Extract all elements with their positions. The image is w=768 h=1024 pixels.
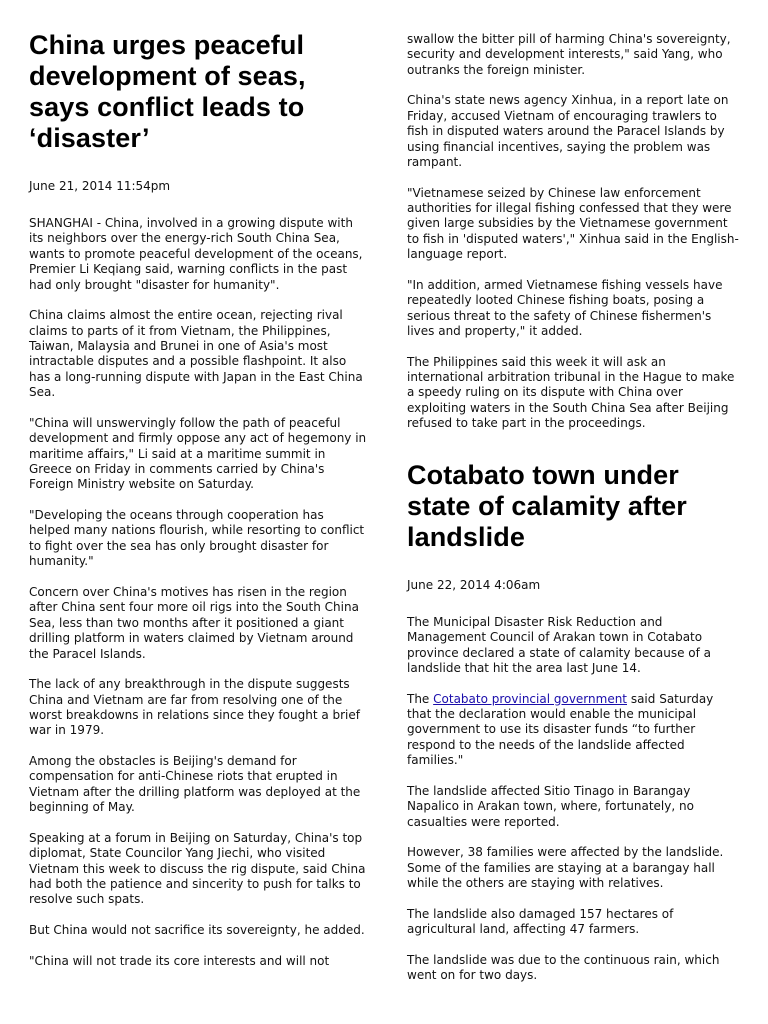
article-2-headline: Cotabato town under state of calamity after landslide (407, 459, 687, 552)
article-1-paragraph: "Developing the oceans through cooperation has helped many nations flourish, while resorting to conflict to fight over the sea has only brought disaster for humanity." (29, 508, 365, 569)
article-2-dateline: June 22, 2014 4:06am (407, 577, 541, 592)
paragraph-text: said Saturday that the declaration would enable the municipal government to use its disaster funds “to further respond to the needs of the landslide affected families." (407, 691, 714, 768)
article-1-paragraph: swallow the bitter pill of harming China's sovereignty, security and development interests," said Yang, who outranks the foreign minister. (407, 32, 731, 77)
cotabato-provincial-government-link[interactable]: Cotabato provincial government (433, 691, 628, 706)
article-1-headline: China urges peaceful development of seas, says conflict leads to ‘disaster’ (29, 30, 306, 153)
article-1-paragraph: Speaking at a forum in Beijing on Saturday, China's top diplomat, State Councilor Yang Jiechi, who visited Vietnam this week to discuss the rig dispute, said China had both the patience and sincerity to push for talks to resolve such spats. (29, 830, 366, 907)
article-1-continuation (407, 32, 741, 432)
article-1-paragraph: "Vietnamese seized by Chinese law enforcement authorities for illegal fishing confessed that they were given large subsidies by the Vietnamese government to fish in 'disputed waters'," Xinhua said in the English-language report. (407, 185, 739, 262)
article-1-dateline: June 21, 2014 11:54pm (29, 179, 171, 193)
article-2-paragraph: The landslide also damaged 157 hectares of agricultural land, affecting 47 farmers. (407, 906, 674, 936)
article-1-paragraph: Concern over China's motives has risen in the region after China sent four more oil rigs into the South China Sea, less than two months after it positioned a giant drilling platform in waters claimed by Vietnam around the Paracel Islands. (29, 584, 359, 661)
article-2-paragraph: The Municipal Disaster Risk Reduction and Management Council of Arakan town in Cotabato province declared a state of calamity because of a landslide that hit the area last June 14. (407, 614, 712, 675)
article-1-paragraph: The lack of any breakthrough in the dispute suggests China and Vietnam are far from resolving one of the worst breakdowns in relations since they fought a brief war in 1979. (29, 677, 360, 738)
article-1-paragraph: "China will not trade its core interests and will not (29, 953, 330, 968)
article-2-paragraph: The landslide was due to the continuous rain, which went on for two days. (407, 952, 720, 982)
article-1-paragraph: "In addition, armed Vietnamese fishing vessels have repeatedly looted Chinese fishing boats, posing a serious threat to the safety of Chinese fishermen's lives and property," it added. (407, 277, 723, 339)
article-2-body (407, 615, 741, 984)
left-column (29, 0, 367, 984)
article-2-paragraph: However, 38 families were affected by the landslide. Some of the families are staying at a barangay hall while the others are staying with relatives. (407, 845, 724, 890)
article-1-paragraph: The Philippines said this week it will ask an international arbitration tribunal in the Hague to make a speedy ruling on its dispute with China over exploiting waters in the South China Sea after Beijing refused to take part in the proceedings. (407, 354, 735, 431)
article-1-paragraph: "China will unswervingly follow the path of peaceful development and firmly oppose any act of hegemony in maritime affairs," Li said at a maritime summit in Greece on Friday in comments carried by China's Foreign Ministry website on Saturday. (29, 415, 367, 492)
article-2-paragraph-with-link (407, 692, 741, 769)
article-1-body (29, 216, 367, 969)
article-1-paragraph: China's state news agency Xinhua, in a report late on Friday, accused Vietnam of encouraging trawlers to fish in disputed waters around the Paracel Islands by using financial incentives, saying the problem was rampant. (407, 93, 729, 170)
paragraph-text: The (407, 691, 434, 706)
article-1-paragraph: SHANGHAI - China, involved in a growing dispute with its neighbors over the energy-rich South China Sea, wants to promote peaceful development of the oceans, Premier Li Keqiang said, warning conflicts in the past had only brought "disaster for humanity". (29, 216, 363, 292)
article-1-paragraph: Among the obstacles is Beijing's demand for compensation for anti-Chinese riots that erupted in Vietnam after the drilling platform was deployed at the beginning of May. (29, 753, 361, 815)
right-column (407, 0, 741, 999)
article-1-paragraph: But China would not sacrifice its sovereignty, he added. (29, 922, 365, 937)
article-2-paragraph: The landslide affected Sitio Tinago in Barangay Napalico in Arakan town, where, fortunately, no casualties were reported. (407, 783, 694, 829)
article-1-paragraph: China claims almost the entire ocean, rejecting rival claims to parts of it from Vietnam, the Philippines, Taiwan, Malaysia and Brunei in one of Asia's most intractable disputes and a possible flashpoint. It also has a long-running dispute with Japan in the East China Sea. (29, 308, 363, 400)
